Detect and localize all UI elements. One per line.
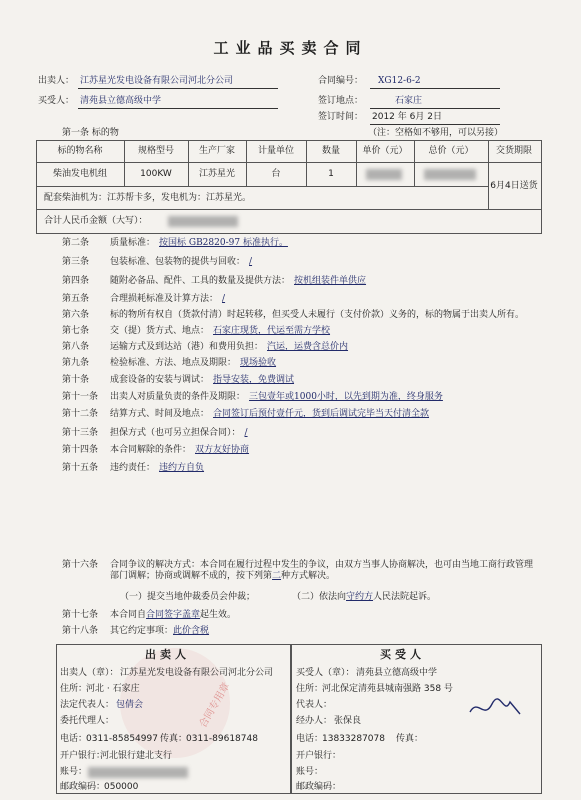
seller-zip-value: 050000 [104,782,139,792]
clause-text: 包装标准、包装物的提供与回收： / [110,257,253,267]
clause-text: 交（提）货方式、地点： 石家庄现货，代运至需方学校 [110,326,331,336]
clause-label: 第十三条 [62,428,99,438]
total-label: 合计人民币金额（大写）： [44,216,148,226]
clause-label: 第二条 [62,238,90,248]
buyer-fax-label: 传真： [396,734,424,744]
seller-fax-value: 0311-89618748 [186,734,258,744]
redacted-price [366,169,402,180]
clause-label: 第十条 [62,375,90,385]
table-cell-unit: 台 [271,169,281,179]
col-header-unit: 计量单位 [257,146,294,156]
col-header-model: 规格型号 [137,146,174,156]
seller-box-heading: 出卖人 [145,648,190,661]
clause-label: 第三条 [62,257,90,267]
seller-address-value: 河北 · 石家庄 [86,684,140,694]
col-header-price: 单价（元） [362,146,408,156]
article17-text: 本合同自合同签字盖章起生效。 [110,610,237,620]
seller-label: 出卖人： [38,76,75,86]
seller-account-label: 账号： [60,767,88,777]
sign-place-label: 签订地点： [318,96,364,106]
sign-time-value: 2012 年 6月 2日 [372,112,442,122]
clause-text: 运输方式及到达站（港）和费用负担： 汽运，运费含总价内 [110,342,349,352]
seller-zip-label: 邮政编码： [60,782,106,792]
col-header-total: 总价（元） [428,146,474,156]
buyer-agent-value: 张保良 [334,716,362,726]
article16-option1: （一）提交当地仲裁委员会仲裁； [120,592,256,602]
buyer-address-value: 河北保定清苑县城南强路 358 号 [322,684,453,694]
clause-text: 质量标准： 按国标 GB2820-97 标准执行。 [110,238,288,248]
clause-text: 违约责任： 违约方自负 [110,463,205,473]
col-header-name: 标的物名称 [57,146,103,156]
buyer-name-label: 买受人（章）： [296,668,355,678]
redacted-amount [168,216,238,227]
clause-label: 第八条 [62,342,90,352]
clause-label: 第六条 [62,310,90,320]
article16-text: 合同争议的解决方式：本合同在履行过程中发生的争议，由双方当事人协商解决，也可由当地工商行政管理部门调解；协商或调解不成的，按下列第二种方式解决。 [110,560,534,581]
buyer-phone-value: 13833287078 [322,734,385,744]
buyer-phone-label: 电话： [296,734,324,744]
buyer-address-label: 住所： [296,684,324,694]
seller-name-label: 出卖人（章）： [60,668,119,678]
article1-note: （注：空格如不够用，可以另接） [368,128,504,138]
clause-text: 出卖人对质量负责的条件及期限： 三包壹年或1000小时，以先到期为准，终身服务 [110,392,443,402]
buyer-name-value: 清苑县立德高级中学 [356,668,438,678]
clause-text: 成套设备的安装与调试： 指导安装，免费调试 [110,375,295,385]
seller-address-label: 住所： [60,684,88,694]
buyer-zip-label: 邮政编码： [296,782,342,792]
buyer-account-label: 账号： [296,767,324,777]
table-cell-name: 柴油发电机组 [52,169,107,179]
clause-label: 第十四条 [62,445,99,455]
seller-legal-label: 法定代表人： [60,700,115,710]
clause-label: 第四条 [62,276,90,286]
table-cell-model: 100KW [140,169,172,179]
article16-label: 第十六条 [62,560,99,570]
contract-no-value: XG12-6-2 [378,76,421,86]
config-note: 配套柴油机为：江苏帮卡多，发电机为：江苏星光。 [44,193,252,203]
seller-bank-value: 河北银行建北支行 [100,751,173,761]
clause-text: 随附必备品、配件、工具的数量及提供方法： 按机组装件单供应 [110,276,367,286]
seal-text: 合同专用章 [197,681,233,730]
redacted-account [88,767,188,778]
seller-name-value: 江苏星光发电设备有限公司河北分公司 [120,668,274,678]
table-cell-maker: 江苏星光 [198,169,235,179]
seller-fax-label: 传真： [160,734,188,744]
col-header-delivery: 交货期限 [495,146,532,156]
clause-text: 结算方式、时间及地点： 合同签订后预付壹仟元，货到后调试完毕当天付清全款 [110,409,430,419]
article16-option2: （二）依法向守约方人民法院起诉。 [292,592,437,602]
page-title: 工业品买卖合同 [213,39,368,57]
clause-label: 第七条 [62,326,90,336]
clause-text: 标的物所有权自（货款付清）时起转移，但买受人未履行（支付价款）义务的，标的物属于出卖人所有。 [110,310,525,320]
clause-label: 第十一条 [62,392,99,402]
buyer-value: 清苑县立德高级中学 [80,96,162,106]
buyer-rep-label: 代表人： [296,700,333,710]
clause-label: 第十五条 [62,463,99,473]
article18-text: 其它约定事项：此价含税 [110,626,210,636]
buyer-label: 买受人： [38,96,75,106]
table-cell-qty: 1 [328,169,334,179]
article17-label: 第十七条 [62,610,99,620]
seller-phone-label: 电话： [60,734,88,744]
contract-no-label: 合同编号： [318,76,364,86]
clause-text: 检验标准、方法、地点及期限： 现场验收 [110,358,277,368]
buyer-agent-label: 经办人： [296,716,333,726]
col-header-maker: 生产厂家 [198,146,235,156]
seller-phone-value: 0311-85854997 [86,734,158,744]
redacted-total [424,169,476,180]
col-header-qty: 数量 [321,146,340,156]
clause-label: 第九条 [62,358,90,368]
clause-text: 本合同解除的条件： 双方友好协商 [110,445,250,455]
seller-legal-value: 包倩会 [116,700,144,710]
signature-scribble [466,694,526,724]
clause-text: 合理损耗标准及计算方法： / [110,294,226,304]
seller-agent-label: 委托代理人： [60,716,115,726]
article18-label: 第十八条 [62,626,99,636]
sign-place-value: 石家庄 [395,96,423,106]
seller-value: 江苏星光发电设备有限公司河北分公司 [80,76,234,86]
article1-heading: 第一条 标的物 [62,128,119,138]
seller-bank-label: 开户银行： [60,751,106,761]
clause-text: 担保方式（也可另立担保合同）： / [110,428,248,438]
clause-label: 第五条 [62,294,90,304]
sign-time-label: 签订时间： [318,112,364,122]
buyer-bank-label: 开户银行： [296,751,342,761]
clause-label: 第十二条 [62,409,99,419]
table-cell-delivery: 6月4日送货 [490,181,538,191]
buyer-box-heading: 买受人 [380,648,425,661]
